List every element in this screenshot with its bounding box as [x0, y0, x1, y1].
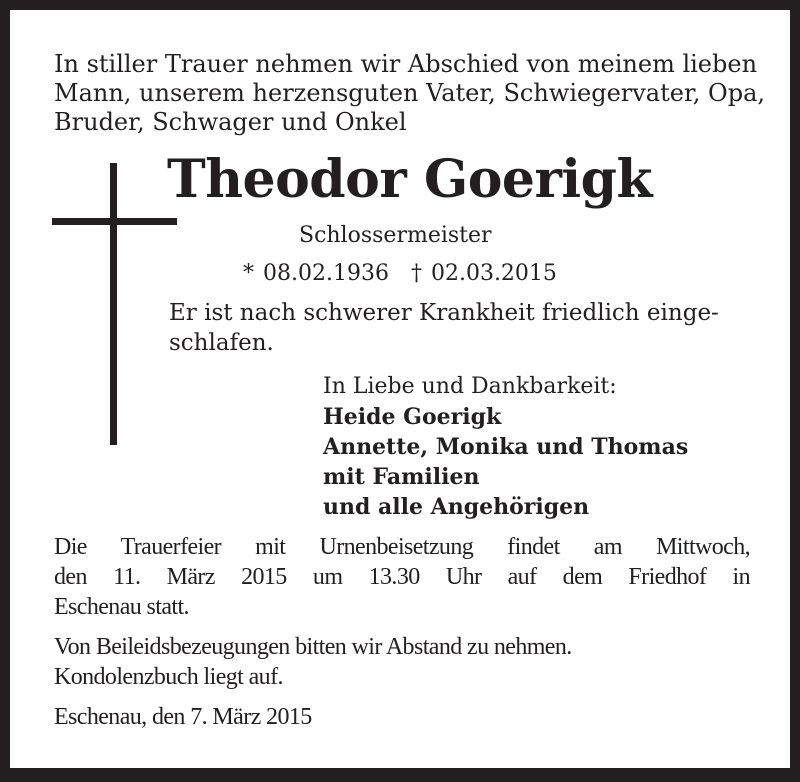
obituary-notice: [10, 10, 790, 768]
death-date: † 02.03.2015: [410, 261, 557, 286]
passing-line: schlafen.: [169, 330, 274, 356]
life-dates: [243, 260, 557, 288]
ceremony-line: Eschenau statt.: [54, 594, 189, 620]
condolence-line: Kondolenzbuch liegt auf.: [54, 664, 283, 690]
deceased-name: Theodor Goerigk: [167, 149, 653, 210]
birth-date: * 08.02.1936: [243, 261, 389, 286]
condolence-info: [54, 632, 750, 692]
intro-line: Mann, unserem herzensguten Vater, Schwiegervater, Opa,: [54, 79, 766, 107]
passing-text: [169, 298, 719, 358]
deceased-profession: Schlossermeister: [299, 223, 492, 248]
cross-horizontal-bar: [52, 218, 177, 225]
passing-line: Er ist nach schwerer Krankheit friedlich einge-: [169, 300, 719, 326]
mourner-name: und alle Angehörigen: [323, 494, 590, 520]
intro-line: In stiller Trauer nehmen wir Abschied von meinem lieben: [54, 50, 758, 78]
mourner-name: Annette, Monika und Thomas: [323, 434, 689, 460]
condolence-line: Von Beileidsbezeugungen bitten wir Abstand zu nehmen.: [54, 634, 572, 660]
ceremony-line: den 11. März 2015 um 13.30 Uhr auf dem Friedhof in: [54, 564, 750, 590]
ceremony-info: [54, 532, 750, 622]
mourners-lead: In Liebe und Dankbarkeit:: [323, 374, 617, 399]
mourner-name: Heide Goerigk: [323, 404, 502, 430]
cross-vertical-bar: [110, 163, 117, 445]
intro-line: Bruder, Schwager und Onkel: [54, 108, 407, 136]
place-and-date: Eschenau, den 7. März 2015: [54, 704, 312, 730]
intro-text: [54, 50, 765, 137]
mourner-name: mit Familien: [323, 464, 480, 490]
mourners-block: [323, 372, 688, 522]
ceremony-line: Die Trauerfeier mit Urnenbeisetzung findet am Mittwoch,: [54, 534, 750, 560]
